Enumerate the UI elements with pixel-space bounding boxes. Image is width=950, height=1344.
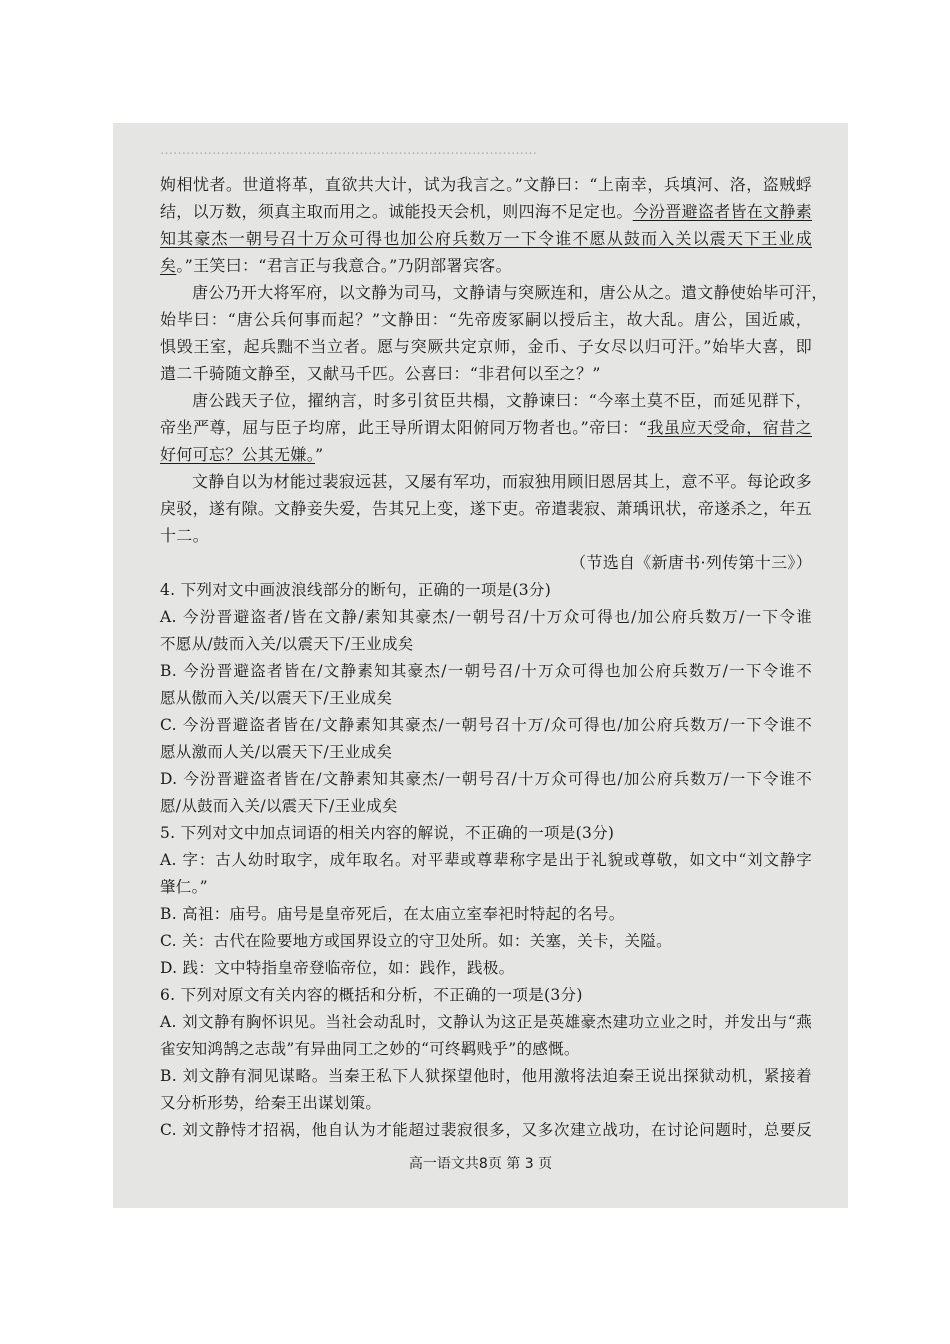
option-b: B. 刘文静有洞见谋略。当秦王私下人狱探望他时，他用激将法迫秦王说出探狱动机，紧接着 [160,1067,812,1085]
text-line: 姁相忧者。世道将革，直欲共大计，试为我言之。”文静曰：“上南幸，兵填河、洛，盗贼蜉 [160,175,812,194]
option-a: A. 今汾晋避盗者/皆在文静/素知其豪杰/一朝号召/十万众可得也/加公府兵数万/一下令谁 [160,608,812,626]
option-b: B. 今汾晋避盗者皆在/文静素知其豪杰/一朝号召/十万众可得也加公府兵数万/一下令谁不 [160,662,812,680]
option-d: D. 今汾晋避盗者皆在/文静素知其豪杰/一朝号召/十万众可得也/加公府兵数万/一下令谁不 [160,770,812,788]
option-b-cont: 愿从傲而入关/以震天下/王业成矣 [160,689,393,707]
option-b-cont: 又分析形势，给秦王出谋划策。 [160,1094,382,1112]
text-line: 戾驳，遂有隙。文静妾失爱，告其兄上变，遂下吏。帝遣裴寂、萧瑀讯状，帝遂杀之，年五 [160,499,813,518]
underlined-text: 我虽应天受命，宿昔之 [647,418,812,437]
page-footer: 高一语文共8页 第 3 页 [408,1156,553,1172]
question-5: 5. 下列对文中加点词语的相关内容的解说，不正确的一项是(3分) [160,824,615,842]
text-line: 始毕曰：“唐公兵何事而起？”文静田：“先帝废冢嗣以授后主，故大乱。唐公，国近戚， [160,310,812,329]
text-line: 惧毁王室，起兵黜不当立者。愿与突厥共定京师，金币、子女尽以归可汗。”始毕大喜，即 [160,337,812,356]
option-a-cont: 肇仁。” [160,878,208,896]
exam-page [113,123,848,1208]
text-line: 十二。 [160,526,209,545]
option-a-cont: 不愿从/鼓而入关/以震天下/王业成矣 [160,635,414,653]
bleed-through-text: …………………………………………………………………………… [160,143,537,158]
source-citation: （节选自《新唐书·列传第十三》） [570,553,812,572]
wavy-underlined-text: 知其豪杰一朝号召十万众可得也加公府兵数万一下令谁不愿从鼓而入关以震天下王业成 [160,229,812,248]
text-line: 好何可忘？公其无嫌。” [160,445,324,464]
question-6: 6. 下列对原文有关内容的概括和分析，不正确的一项是(3分) [160,986,583,1004]
text-line: 结，以万数，须真主取而用之。诚能投天会机，则四海不足定也。今汾晋避盗者皆在文静素 [160,202,813,221]
option-c: C. 关：古代在险要地方或国界设立的守卫处所。如：关塞，关卡，关隘。 [160,932,672,950]
text-line: 文静自以为材能过裴寂远甚，又屡有军功，而寂独用顾旧恩居其上，意不平。每论政多 [192,472,812,491]
option-c-cont: 愿从激而人关/以震天下/王业成矣 [160,743,393,761]
option-d: D. 践：文中特指皇帝登临帝位，如：践作，践极。 [160,959,515,977]
option-d-cont: 愿/从鼓而入关/以震天下/王业成矣 [160,797,398,815]
option-a: A. 字：古人幼时取字，成年取名。对平辈或尊辈称字是出于礼貌或尊敬，如文中“刘文静字 [160,851,812,869]
option-a-cont: 雀安知鸿鹄之志哉”有异曲同工之妙的“可终羁贱乎”的感慨。 [160,1040,580,1058]
option-a: A. 刘文静有胸怀识见。当社会动乱时，文静认为这正是英雄豪杰建功立业之时，并发出与“燕 [160,1013,812,1031]
wavy-underlined-text: 今汾晋避盗者皆在文静素 [632,202,813,221]
text-line: 唐公乃开大将军府，以文静为司马，文静请与突厥连和，唐公从之。遣文静使始毕可汗， [192,283,828,302]
text-line: 矣。”王笑曰：“君言正与我意合。”乃阴部署宾客。 [160,256,512,275]
question-4: 4. 下列对文中画波浪线部分的断句，正确的一项是(3分) [160,581,552,599]
option-b: B. 高祖：庙号。庙号是皇帝死后，在太庙立室奉祀时特起的名号。 [160,905,625,923]
option-c: C. 刘文静恃才招祸，他自认为才能超过裴寂很多，又多次建立战功，在讨论问题时，总要反 [160,1121,812,1139]
text-line: 帝坐严尊，屈与臣子均席，此王导所谓太阳俯同万物者也。”帝曰：“我虽应天受命，宿昔之 [160,418,812,437]
option-c: C. 今汾晋避盗者皆在/文静素知其豪杰/一朝号召十万/众可得也/加公府兵数万/一下令谁不 [160,716,812,734]
text-line: 遣二千骑随文静至，又献马千匹。公喜曰：“非君何以至之？” [160,364,601,383]
text-line: 唐公践天子位，擢纳言，时多引贫臣共榻，文静谏曰：“今率土莫不臣，而延见群下， [192,391,812,410]
